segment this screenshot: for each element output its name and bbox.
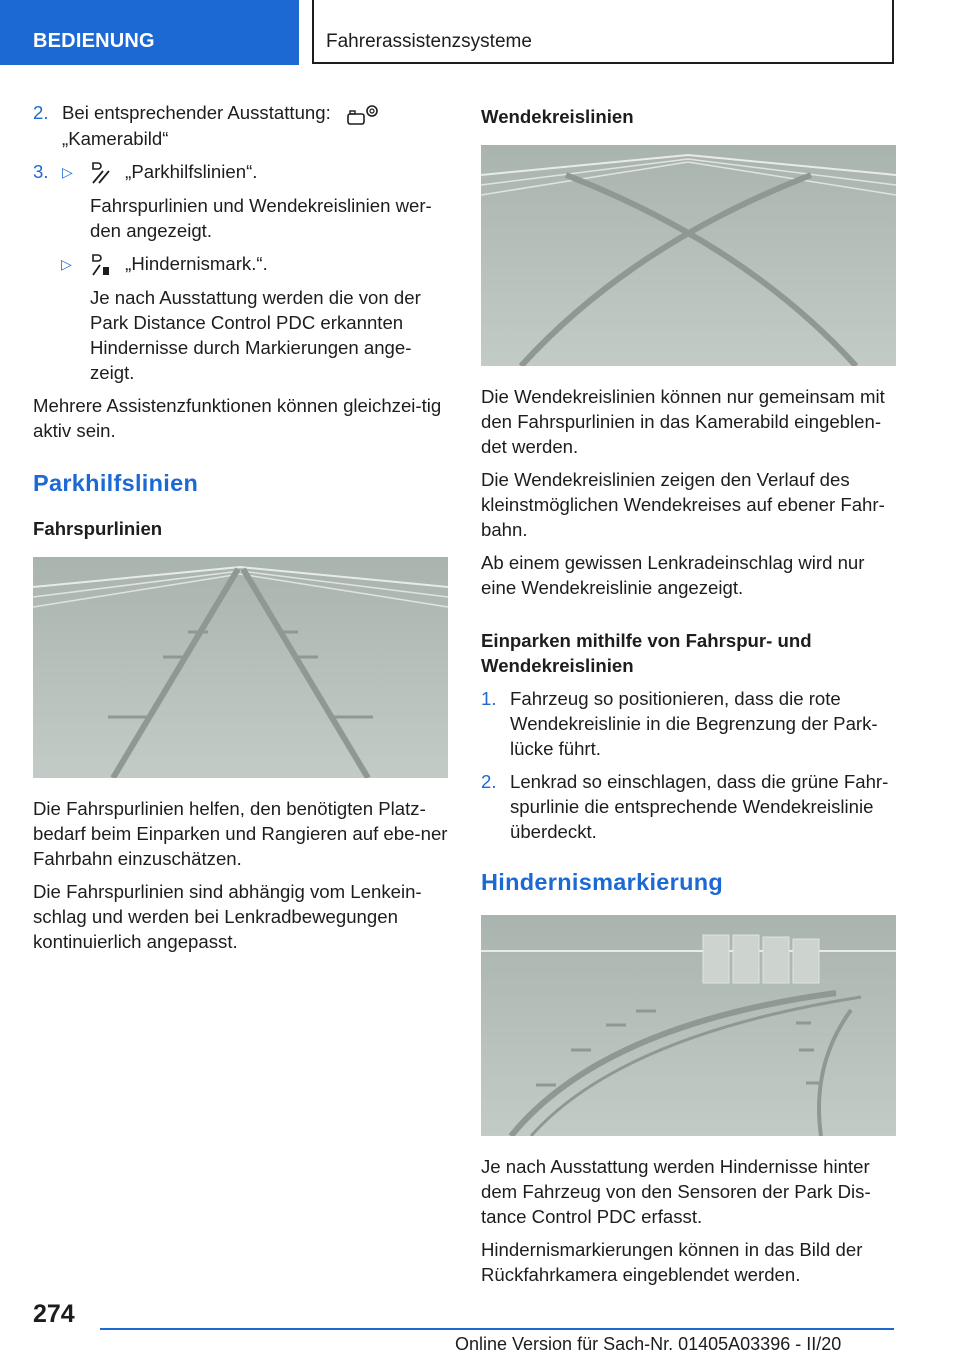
footer-divider (100, 1328, 894, 1330)
obstacle-marking-icon (90, 253, 112, 277)
obstacle-marking-item (33, 251, 449, 277)
paragraph: Die Fahrspurlinien helfen, den benötigten Platz-bedarf beim Einparken und Rangieren auf ebe-ner Fahrbahn einzuschätzen. (33, 798, 448, 870)
triangle-bullet-icon: ▷ (62, 164, 73, 181)
footer-online-version: Online Version für Sach-Nr. 01405A03396 - II/20 (455, 1334, 842, 1354)
header-chapter-box (312, 0, 894, 64)
step-2-camera-label: „Kamerabild“ (62, 128, 169, 150)
step-number: 3. (33, 161, 49, 183)
step-number: 2. (33, 102, 49, 123)
section-heading: Hindernismarkierung (481, 869, 724, 895)
obstacle-marking-label: „Hindernismark.“. (125, 253, 268, 275)
paragraph: Die Wendekreislinien können nur gemeinsam mit den Fahrspurlinien in das Kamerabild eingeblen-det werden. (481, 386, 885, 457)
list-item (481, 686, 897, 761)
left-column (33, 100, 449, 962)
parking-lines-icon (90, 161, 112, 185)
parking-lines-description: Fahrspurlinien und Wendekreislinien wer-den angezeigt. (90, 195, 432, 242)
lane-lines-figure (33, 557, 448, 778)
step-text: Lenkrad so einschlagen, dass die grüne Fahr-spurlinie die entsprechende Wendekreislinie überdeckt. (510, 771, 889, 842)
step-2-text: Bei entsprechender Ausstattung: (62, 102, 331, 123)
step-number: 1. (481, 688, 497, 709)
step-number: 2. (481, 771, 497, 792)
paragraph: Mehrere Assistenzfunktionen können gleichzei-tig aktiv sein. (33, 395, 442, 442)
subsection-heading: Fahrspurlinien (33, 518, 163, 540)
header-section-tab (0, 0, 299, 65)
subsection-heading: Wendekreislinien (481, 106, 634, 127)
paragraph: Hindernismarkierungen können in das Bild der Rückfahrkamera eingeblendet werden. (481, 1239, 863, 1285)
obstacle-marking-description: Je nach Ausstattung werden die von der Park Distance Control PDC erkannten Hindernisse durch Markierungen ange-zeigt. (90, 287, 421, 384)
step-2 (33, 100, 449, 151)
paragraph: Je nach Ausstattung werden Hindernisse hinter dem Fahrzeug von den Sensoren der Park Dis-tance Control PDC erfasst. (481, 1156, 871, 1227)
header-section-title: BEDIENUNG (33, 30, 155, 52)
step-3 (33, 159, 449, 185)
obstacle-marking-figure (481, 915, 896, 1136)
triangle-bullet-icon: ▷ (61, 256, 72, 273)
list-item (481, 769, 897, 844)
right-column (481, 104, 897, 1295)
turning-circle-figure (481, 145, 896, 366)
paragraph: Die Fahrspurlinien sind abhängig vom Lenkein-schlag und werden bei Lenkradbewegungen kontinuierlich angepasst. (33, 881, 422, 953)
step-text: Fahrzeug so positionieren, dass die rote Wendekreislinie in die Begrenzung der Park-lücke führt. (510, 688, 878, 759)
page-number: 274 (33, 1300, 75, 1328)
paragraph: Ab einem gewissen Lenkradeinschlag wird nur eine Wendekreislinie angezeigt. (481, 552, 865, 598)
paragraph: Die Wendekreislinien zeigen den Verlauf des kleinstmöglichen Wendekreises auf ebener Fahr-bahn. (481, 469, 885, 540)
header-chapter-title: Fahrerassistenzsysteme (326, 31, 532, 52)
parking-lines-label: „Parkhilfslinien“. (125, 161, 258, 183)
subsection-heading: Einparken mithilfe von Fahrspur- und Wendekreislinien (481, 630, 812, 676)
camera-settings-icon (346, 102, 380, 126)
section-heading: Parkhilfslinien (33, 470, 199, 497)
